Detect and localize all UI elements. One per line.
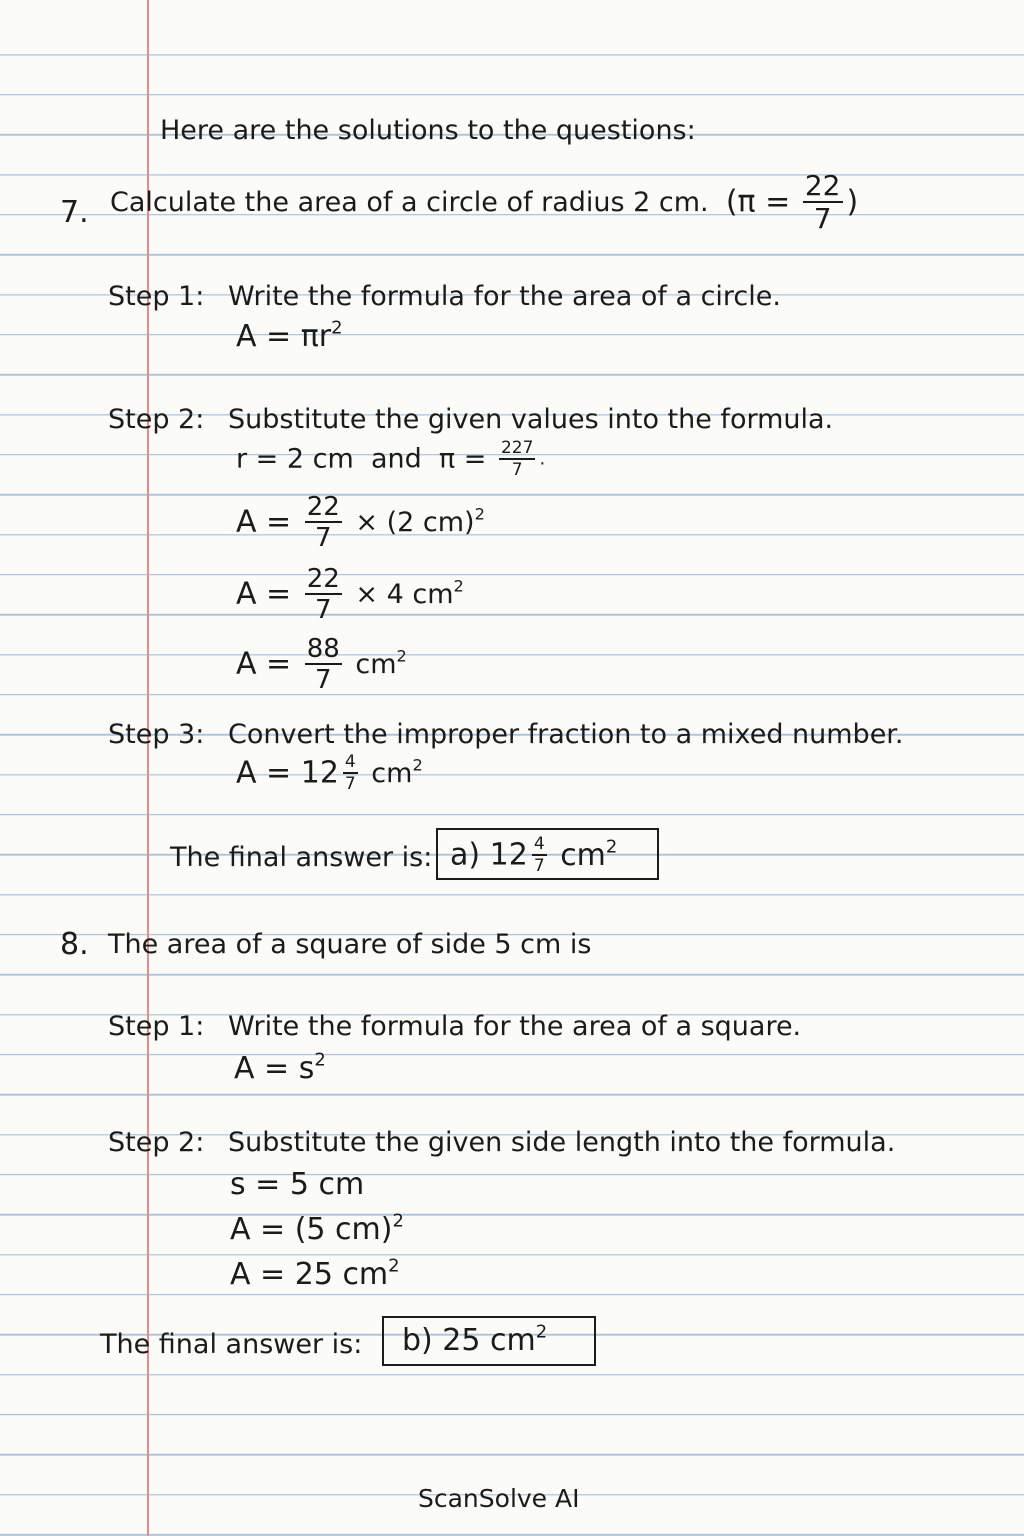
q8-formula: $A = s^2$ xyxy=(234,1049,326,1086)
q7-step2-label: Step 2: xyxy=(108,404,205,435)
q8-final-label: The final answer is: xyxy=(100,1329,363,1360)
intro-text: Here are the solutions to the questions: xyxy=(160,115,696,146)
q7-given-fraction: $\frac{227}{7}$ xyxy=(500,438,534,480)
q7-step1-text: Write the formula for the area of a circle. xyxy=(228,281,781,312)
q8-step1-label: Step 1: xyxy=(108,1011,205,1042)
q8-question: The area of a square of side 5 cm is xyxy=(108,929,592,960)
q8-step2-label: Step 2: xyxy=(108,1127,205,1158)
q7-pi-close: ) xyxy=(846,184,859,220)
q7-step2-text: Substitute the given values into the formula. xyxy=(228,404,834,435)
q8-calc-line1: A = (5 cm)$^2$ xyxy=(230,1210,404,1247)
q7-number: 7. xyxy=(60,195,89,230)
q7-question xyxy=(110,169,859,235)
q7-mixed-number: A = 12 $\frac{4}{7}$ $cm^2$ xyxy=(236,752,423,794)
q7-calc-line1: A = $\frac{22}{7}$ × (2 cm)$^2$ xyxy=(236,492,485,553)
q7-step3-text: Convert the improper fraction to a mixed number. xyxy=(228,719,904,750)
q8-step2-text: Substitute the given side length into the formula. xyxy=(228,1127,896,1158)
q8-step1-text: Write the formula for the area of a square. xyxy=(228,1011,802,1042)
q8-number: 8. xyxy=(60,927,89,962)
q7-answer-box: a) 12 $\frac{4}{7}$ $cm^2$ xyxy=(436,828,659,880)
q8-given: s = 5 cm xyxy=(230,1167,365,1202)
q7-pi-fraction: $\frac{22}{7}$ xyxy=(804,169,841,235)
q7-given-values: r = 2 cm and π = $\frac{227}{7}$ . xyxy=(236,438,546,480)
q7-step1-label: Step 1: xyxy=(108,281,205,312)
footer-brand: ScanSolve AI xyxy=(418,1484,580,1513)
q8-calc-line2: A = 25 $cm^2$ xyxy=(230,1255,400,1292)
q7-formula: $A = \pi r^2$ xyxy=(236,317,343,354)
q8-answer-box: b) 25 $cm^2$ xyxy=(382,1316,596,1366)
q7-question-text: Calculate the area of a circle of radius 2 cm. xyxy=(110,186,709,218)
q7-step3-label: Step 3: xyxy=(108,719,205,750)
q7-final-label: The final answer is: xyxy=(170,842,433,873)
q7-calc-line3: A = $\frac{88}{7}$ $cm^2$ xyxy=(236,634,407,695)
q7-pi-open: (π = xyxy=(725,184,791,220)
q7-calc-line2: A = $\frac{22}{7}$ × 4 $cm^2$ xyxy=(236,564,464,625)
